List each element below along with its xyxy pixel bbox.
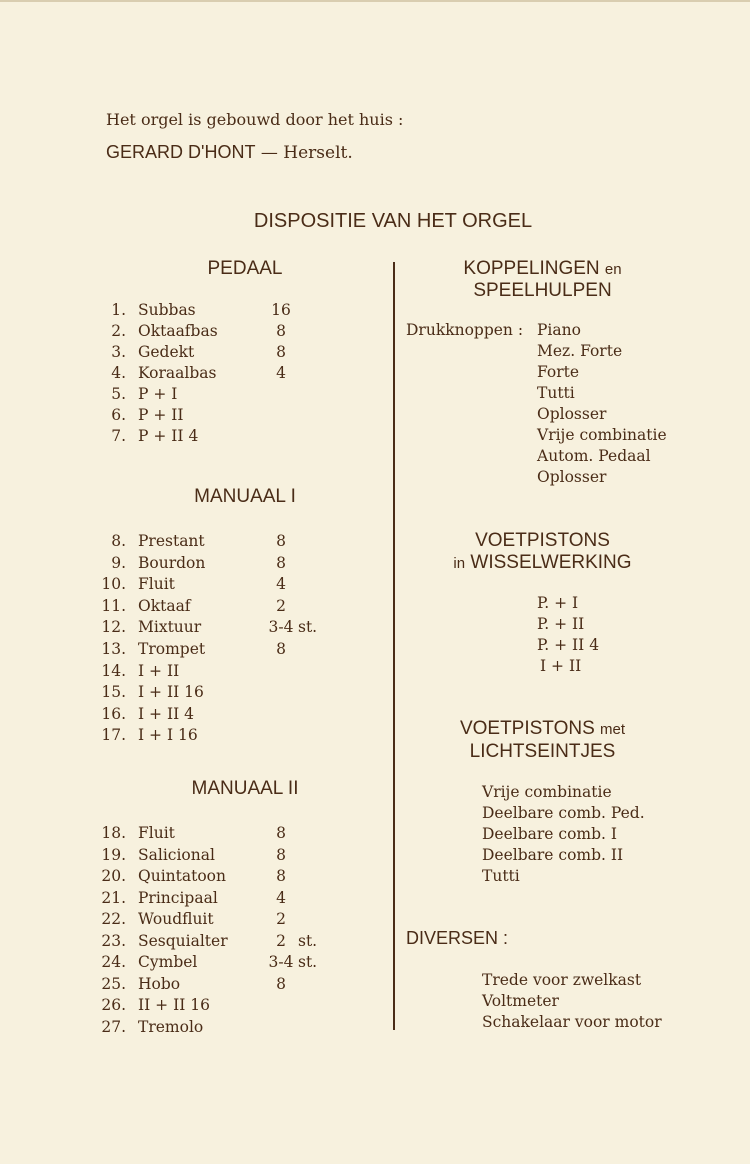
- koppelingen-heading-en: en: [604, 261, 622, 278]
- stop-value: 8: [276, 845, 286, 864]
- voetpiston-item: P. + II: [537, 615, 585, 633]
- stop-number: 22.: [101, 910, 126, 928]
- stop-name: I + II: [138, 661, 180, 680]
- stop-number: 6.: [111, 406, 126, 424]
- stop-number: 17.: [101, 726, 126, 745]
- stop-value: 8: [276, 343, 286, 361]
- stop-number: 2.: [111, 322, 126, 340]
- stop-row: [101, 931, 334, 952]
- stop-row: [104, 321, 334, 342]
- stop-row: [101, 974, 334, 995]
- voetpiston-met-item: Deelbare comb. II: [482, 846, 624, 864]
- stop-row: [101, 866, 334, 887]
- stop-row: [104, 363, 334, 384]
- builder-name: GERARD D'HONT: [106, 142, 256, 162]
- stop-row: [104, 405, 334, 426]
- voetpistons-met-list: [482, 782, 645, 887]
- intro-line: Het orgel is gebouwd door het huis :: [106, 110, 404, 129]
- stop-number: 1.: [111, 301, 126, 319]
- stop-number: 18.: [101, 824, 126, 842]
- voetpistons-met-heading-1: VOETPISTONS: [459, 718, 595, 739]
- stop-number: 4.: [111, 364, 126, 382]
- stop-name: Sesquialter: [138, 931, 228, 950]
- builder-place: Herselt.: [283, 143, 353, 163]
- voetpistons-list: [537, 593, 599, 677]
- stop-value: 2: [276, 910, 286, 928]
- voetpistons-met-heading-met: met: [600, 721, 626, 738]
- stop-value: 8: [276, 322, 286, 340]
- stop-name: Salicional: [138, 845, 215, 864]
- stop-number: 23.: [101, 931, 126, 950]
- stop-number: 15.: [101, 683, 126, 702]
- stop-row: [101, 682, 334, 703]
- stop-name: Oktaafbas: [138, 322, 218, 340]
- stop-row: [104, 426, 334, 447]
- column-divider: [393, 262, 395, 1030]
- koppeling-item: Oplosser: [537, 405, 607, 423]
- stop-number: 8.: [111, 532, 126, 550]
- stop-value: 8: [276, 532, 286, 550]
- stop-number: 12.: [101, 618, 126, 637]
- stop-row: [101, 909, 334, 930]
- koppelingen-heading-2: SPEELHULPEN: [473, 280, 612, 301]
- diversen-list: [482, 970, 662, 1033]
- diversen-heading: DIVERSEN :: [406, 928, 509, 948]
- stop-number: 9.: [111, 553, 126, 572]
- stop-value: 2: [276, 596, 286, 615]
- stop-number: 11.: [101, 596, 126, 615]
- voetpistons-met-heading: [420, 718, 665, 763]
- stop-number: 5.: [111, 385, 126, 403]
- stop-row: [101, 596, 334, 617]
- stop-row: [101, 1017, 334, 1038]
- stop-name: Hobo: [138, 974, 181, 993]
- diversen-item: Voltmeter: [482, 992, 559, 1010]
- stop-row: [104, 384, 334, 405]
- stop-row: [104, 531, 334, 552]
- voetpistons-heading-2: WISSELWERKING: [470, 552, 632, 573]
- stop-number: 14.: [101, 661, 126, 680]
- stop-name: Quintatoon: [138, 867, 226, 885]
- builder-dash: —: [260, 143, 278, 163]
- stop-name: Principaal: [138, 888, 218, 907]
- koppeling-item: Piano: [537, 321, 581, 339]
- stop-number: 21.: [101, 888, 126, 907]
- stop-row: [101, 725, 334, 746]
- koppelingen-list: [537, 320, 667, 488]
- koppeling-item: Vrije combinatie: [537, 426, 667, 444]
- voetpiston-item: I + II: [540, 657, 582, 675]
- stop-number: 26.: [101, 996, 126, 1014]
- stop-row: [101, 823, 334, 844]
- stop-name: Fluit: [138, 575, 175, 594]
- stop-number: 16.: [101, 704, 126, 723]
- stop-number: 24.: [101, 953, 126, 971]
- stop-row: [101, 617, 334, 638]
- stop-name: P + I: [138, 385, 178, 403]
- voetpiston-item: P. + II 4: [537, 636, 600, 654]
- stop-value: 3-4: [268, 618, 294, 637]
- stop-number: 3.: [111, 343, 126, 361]
- stop-number: 19.: [101, 845, 126, 864]
- koppelingen-heading-1: KOPPELINGEN: [463, 258, 600, 279]
- manuaal2-heading: MANUAAL II: [191, 778, 299, 799]
- stop-value: 4: [276, 575, 286, 594]
- koppeling-item: Mez. Forte: [537, 342, 623, 360]
- stop-value: 16: [271, 301, 291, 319]
- stop-row: [104, 342, 334, 363]
- stop-value: 8: [276, 824, 286, 842]
- stop-row: [101, 574, 334, 595]
- stop-unit: st.: [298, 618, 318, 637]
- stop-name: Subbas: [138, 301, 196, 319]
- voetpiston-met-item: Deelbare comb. Ped.: [482, 804, 645, 822]
- stop-unit: st.: [298, 931, 318, 950]
- koppelingen-heading: [410, 258, 675, 302]
- stop-unit: st.: [298, 953, 318, 971]
- voetpiston-met-item: Tutti: [482, 867, 520, 885]
- stop-name: Bourdon: [138, 553, 206, 572]
- stop-name: P + II: [138, 406, 184, 424]
- drukknoppen-label: Drukknoppen :: [406, 321, 524, 339]
- stop-number: 10.: [101, 575, 126, 594]
- stop-name: Tremolo: [138, 1017, 204, 1036]
- pedaal-heading: PEDAAL: [207, 258, 283, 279]
- stop-row: [101, 952, 334, 973]
- stop-row: [101, 704, 334, 725]
- stop-row: [101, 639, 334, 660]
- stop-name: Mixtuur: [138, 618, 202, 637]
- stop-value: 4: [276, 364, 286, 382]
- stop-name: Fluit: [138, 824, 175, 842]
- voetpistons-heading-1: VOETPISTONS: [475, 530, 610, 551]
- koppeling-item: Autom. Pedaal: [537, 447, 651, 465]
- stop-row: [101, 661, 334, 682]
- stop-row: [104, 300, 334, 321]
- voetpistons-met-heading-2: LICHTSEINTJES: [469, 741, 616, 762]
- stop-number: 25.: [101, 974, 126, 993]
- page-title: DISPOSITIE VAN HET ORGEL: [253, 210, 533, 232]
- voetpiston-item: P. + I: [537, 594, 579, 612]
- stop-row: [104, 553, 334, 574]
- stop-value: 2: [276, 931, 286, 950]
- stop-row: [101, 845, 334, 866]
- stop-value: 3-4: [268, 953, 294, 971]
- stop-number: 27.: [101, 1017, 126, 1036]
- stop-row: [101, 995, 334, 1016]
- diversen-item: Schakelaar voor motor: [482, 1013, 662, 1031]
- stop-name: II + II 16: [138, 996, 210, 1014]
- stop-value: 8: [276, 640, 286, 658]
- stop-number: 20.: [101, 867, 126, 885]
- voetpiston-met-item: Deelbare comb. I: [482, 825, 618, 843]
- stop-number: 13.: [101, 640, 126, 658]
- manuaal1-heading: MANUAAL I: [194, 486, 296, 507]
- stop-name: Woudfluit: [138, 910, 214, 928]
- builder-line: [106, 142, 353, 163]
- stop-value: 8: [276, 867, 286, 885]
- top-edge-line: [0, 0, 750, 2]
- stop-name: I + I 16: [138, 726, 198, 745]
- voetpistons-heading-in: in: [453, 555, 466, 572]
- stop-value: 8: [276, 553, 286, 572]
- stop-name: Prestant: [138, 532, 205, 550]
- stop-name: Oktaaf: [138, 596, 191, 615]
- koppeling-item: Forte: [537, 363, 580, 381]
- stop-name: Cymbel: [138, 953, 198, 971]
- stop-name: Koraalbas: [138, 364, 217, 382]
- stop-name: Gedekt: [138, 343, 195, 361]
- voetpistons-heading: [420, 530, 665, 575]
- stop-value: 4: [276, 888, 286, 907]
- stop-name: I + II 16: [138, 683, 204, 702]
- koppeling-item: Oplosser: [537, 468, 607, 486]
- koppeling-item: Tutti: [537, 384, 575, 402]
- diversen-item: Trede voor zwelkast: [482, 971, 642, 989]
- stop-name: P + II 4: [138, 427, 199, 445]
- stop-name: I + II 4: [138, 704, 194, 723]
- stop-value: 8: [276, 974, 286, 993]
- stop-number: 7.: [111, 427, 126, 445]
- voetpiston-met-item: Vrije combinatie: [482, 783, 612, 801]
- stop-row: [101, 888, 334, 909]
- stop-name: Trompet: [138, 640, 206, 658]
